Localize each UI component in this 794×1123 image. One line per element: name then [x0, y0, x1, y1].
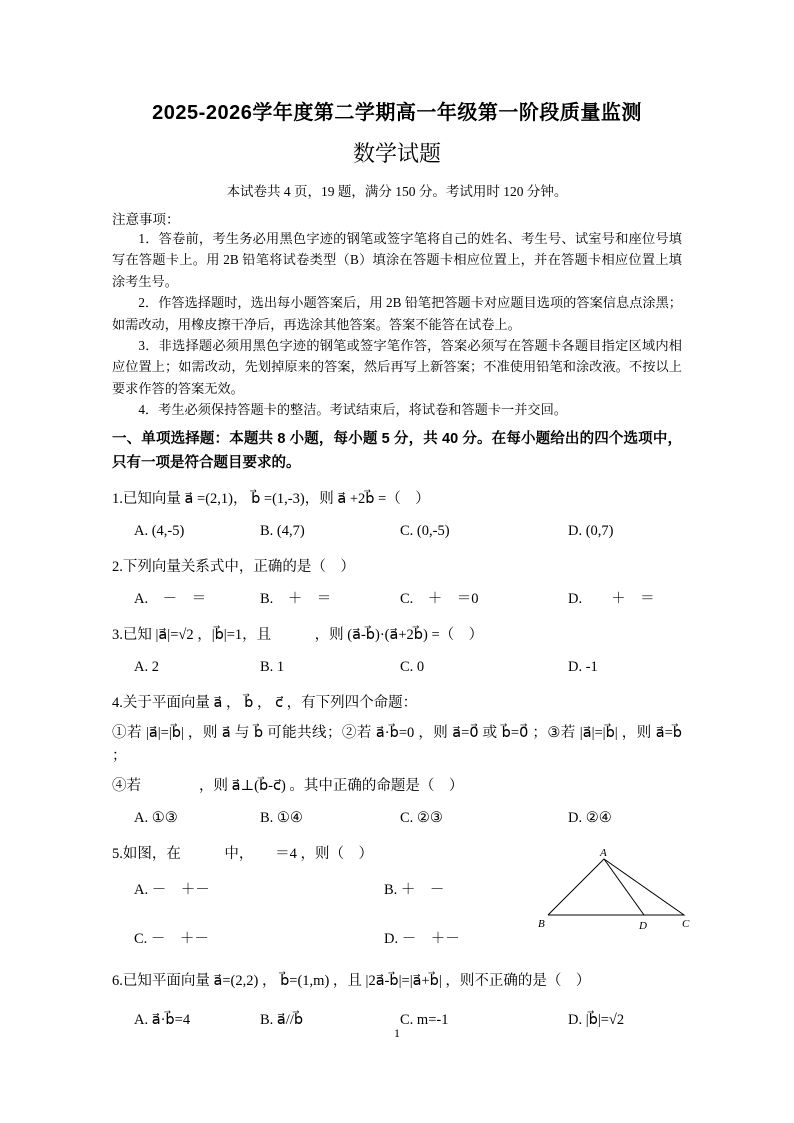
exam-info-line: 本试卷共 4 页，19 题，满分 150 分。考试用时 120 分钟。 [226, 184, 568, 199]
option-c: C. ②③ [400, 810, 443, 827]
question-3-options [112, 656, 682, 678]
question-2-options [112, 588, 682, 610]
option-b: B. ＋ ＝ [260, 591, 332, 608]
option-c: C. (0,-5) [400, 523, 450, 540]
option-a: A. 2 [134, 659, 159, 676]
option-d: D. |b⃗|=√2 [568, 1011, 625, 1028]
option-c: C. － ＋－ [134, 930, 209, 947]
option-b: B. ＋ － [384, 882, 445, 899]
question-1-stem: 1.已知向量 a⃗ =(2,1)， b⃗ =(1,-3)，则 a⃗ +2b⃗ =（ ） [112, 490, 430, 507]
vertex-label-a: A [600, 846, 607, 859]
option-a: A. a⃗·b⃗=4 [134, 1011, 191, 1028]
note-2: 2．作答选择题时，选出每小题答案后，用 2B 铅笔把答题卡对应题目选项的答案信息点涂黑；如需改动，用橡皮擦干净后，再选涂其他答案。答案不能答在试卷上。 [112, 295, 682, 332]
option-b: B. (4,7) [260, 523, 305, 540]
question-4-stem-line-1: 4.关于平面向量 a⃗ ， b⃗ ， c⃗ ，有下列四个命题： [112, 694, 418, 711]
question-4-options [112, 807, 682, 829]
exam-title: 2025-2026学年度第二学期高一年级第一阶段质量监测 [152, 102, 642, 124]
note-4: 4．考生必须保持答题卡的整洁。考试结束后，将试卷和答题卡一并交回。 [138, 402, 567, 417]
question-6 [112, 970, 682, 1031]
option-b: B. ①④ [260, 810, 303, 827]
option-a: A. － ＋－ [134, 882, 210, 899]
option-c: C. ＋ ＝0 [400, 591, 479, 608]
exam-subtitle: 数学试题 [352, 141, 441, 166]
question-4-stem-line-2: ①若 |a⃗|=|b⃗| ，则 a⃗ 与 b⃗ 可能共线；②若 a⃗·b⃗=0 ，则 a⃗=0⃗ 或 b⃗=0⃗ ；③若 |a⃗|=|b⃗| ，则 a⃗=b⃗ ； [112, 725, 682, 764]
notes-title: 注意事项： [112, 212, 180, 227]
question-3 [112, 624, 682, 679]
question-1 [112, 488, 682, 543]
vertex-label-b: B [538, 917, 545, 930]
section-1-header: 一、单项选择题：本题共 8 小题，每小题 5 分，共 40 分。在每小题给出的四个选项中，只有一项是符合题目要求的。 [112, 431, 682, 471]
note-1: 1．答卷前，考生务必用黑色字迹的钢笔或签字笔将自己的姓名、考生号、试室号和座位号填写在答题卡上。用 2B 铅笔将试卷类型（B）填涂在答题卡相应位置上，并在答题卡相应位置上填涂考生号。 [112, 231, 682, 289]
option-d: D. (0,7) [568, 523, 614, 540]
option-d: D. － ＋－ [384, 930, 460, 947]
option-c: C. m=-1 [400, 1011, 449, 1028]
option-a: A. (4,-5) [134, 523, 185, 540]
option-b: B. a⃗//b⃗ [260, 1011, 304, 1028]
question-5 [112, 843, 690, 950]
question-5-stem: 5.如图，在 中， ＝4 ，则（ ） [112, 845, 373, 862]
question-4-stem-line-3: ④若 ，则 a⃗⊥(b⃗-c⃗) 。其中正确的命题是（ ） [112, 777, 464, 794]
triangle-diagram-svg [538, 847, 690, 933]
option-d: D. ＋ ＝ [568, 591, 655, 608]
option-d: D. ②④ [568, 810, 612, 827]
question-5-options [112, 879, 542, 950]
option-b: B. 1 [260, 659, 285, 676]
option-a: A. ①③ [134, 810, 178, 827]
question-4 [112, 692, 682, 830]
triangle-figure [538, 847, 690, 933]
note-3: 3．非选择题必须用黑色字迹的钢笔或签字笔作答，答案必须写在答题卡各题目指定区域内相应位置上；如需改动，先划掉原来的答案，然后再写上新答案；不准使用铅笔和涂改液。不按以上要求作答的答案无效。 [112, 337, 682, 396]
question-3-stem: 3.已知 |a⃗|=√2 ，|b⃗|=1，且 ，则 (a⃗-b⃗)·(a⃗+2b⃗) =（ ） [112, 626, 484, 643]
option-c: C. 0 [400, 659, 425, 676]
question-2-stem: 2.下列向量关系式中，正确的是（ ） [112, 558, 355, 575]
question-1-options [112, 520, 682, 542]
question-6-stem: 6.已知平面向量 a⃗=(2,2) ， b⃗=(1,m) ，且 |2a⃗-b⃗|=|a⃗+b⃗| ，则不正确的是（ ） [112, 973, 591, 990]
page-number: 1 [394, 1026, 400, 1040]
vertex-label-c: C [682, 917, 690, 930]
option-a: A. － ＝ [134, 591, 207, 608]
vertex-label-d: D [639, 919, 647, 932]
option-d: D. -1 [568, 659, 598, 676]
question-2 [112, 556, 682, 611]
